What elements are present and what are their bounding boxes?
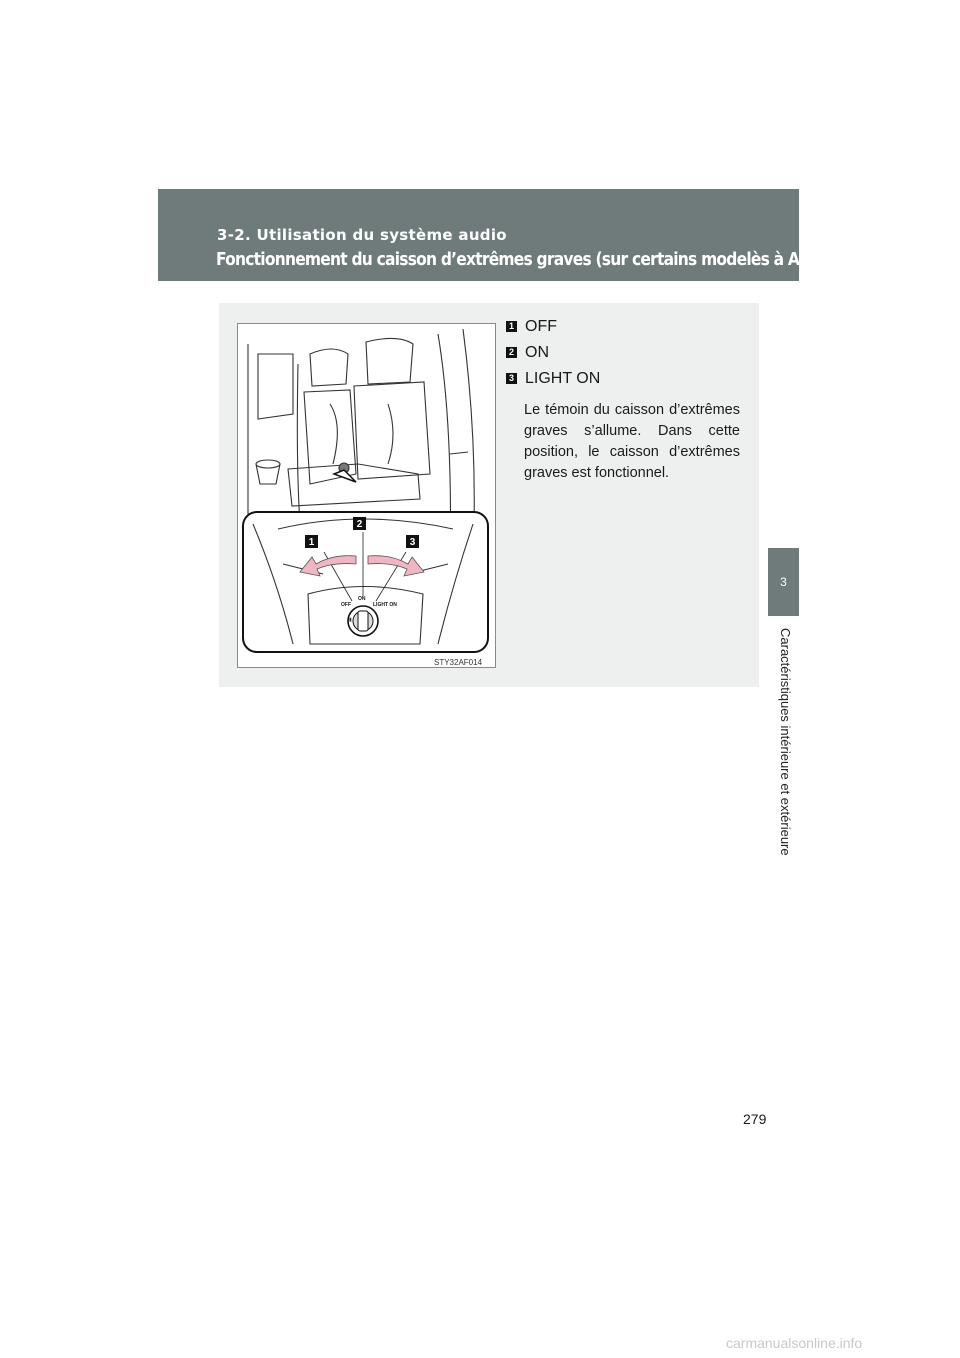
dial-led-mark: ▮ xyxy=(349,617,352,623)
page-number: 279 xyxy=(743,1111,767,1127)
dial-label-on: ON xyxy=(358,596,366,602)
callout-2: 2 xyxy=(356,519,363,530)
legend-item-on xyxy=(506,344,549,362)
legend-label: ON xyxy=(525,344,549,361)
chapter-tab xyxy=(768,548,799,616)
description-text: Le témoin du caisson d’extrêmes graves s’allume. Dans cette position, le caisson d’extrêmes graves est fonctionnel. xyxy=(524,402,740,481)
subwoofer-illustration xyxy=(237,323,496,668)
figure-code: STY32AF014 xyxy=(434,658,483,667)
callout-3: 3 xyxy=(409,537,416,548)
legend-badge: 1 xyxy=(506,321,517,332)
legend-label: OFF xyxy=(525,318,557,335)
chapter-title: Caractéristiques intérieure et extérieure xyxy=(778,628,793,856)
section-subtitle: 3-2. Utilisation du système audio xyxy=(217,226,507,244)
dial-label-light-on: LIGHT ON xyxy=(373,602,397,608)
callout-1: 1 xyxy=(308,537,315,548)
legend-item-light-on xyxy=(506,370,600,388)
section-title: Fonctionnement du caisson d’extrêmes graves (sur certains modelès à Access Cab) xyxy=(216,249,885,270)
watermark: carmanualsonline.info xyxy=(726,1335,863,1351)
dial-label-off: OFF xyxy=(341,602,351,608)
legend-item-off xyxy=(506,318,557,336)
chapter-number: 3 xyxy=(780,575,787,589)
illustration-drawing xyxy=(238,324,497,669)
legend-badge: 2 xyxy=(506,347,517,358)
section-header xyxy=(158,189,885,281)
legend-label: LIGHT ON xyxy=(525,370,601,387)
legend-badge: 3 xyxy=(506,373,517,384)
